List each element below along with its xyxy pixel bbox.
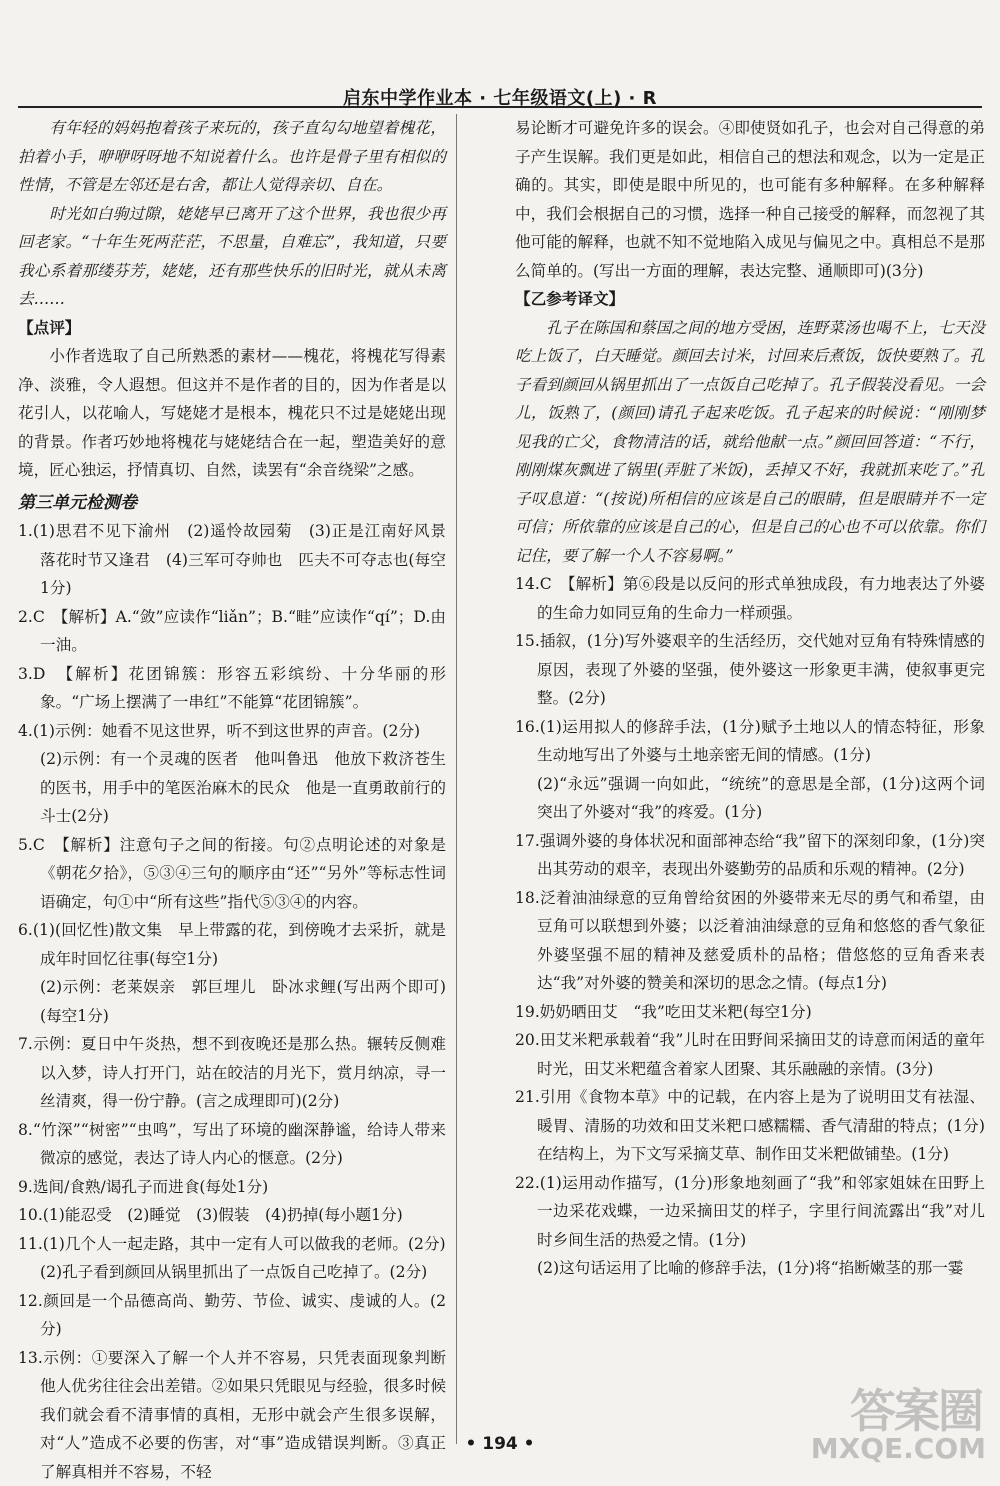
section-title: 第三单元检测卷 <box>18 489 446 518</box>
translation-label: 【乙参考译文】 <box>515 285 985 314</box>
answer-item: (2)这句话运用了比喻的修辞手法，(1分)将“掐断嫩茎的那一霎 <box>515 1254 985 1283</box>
watermark-logo: 答案圈 MXQE.COM <box>782 1375 992 1465</box>
answer-item: (2)“永远”强调一向如此，“统统”的意思是全部，(1分)这两个词突出了外婆对“我”的疼爱。(1分) <box>515 770 985 827</box>
answer-continuation: 易论断才可避免许多的误会。④即使贤如孔子，也会对自己得意的弟子产生误解。我们更是如此，相信自己的想法和观念，以为一定是正确的。其实，即使是眼中所见的，也可能有多种解释。在多种解释中，我们会根据自己的习惯，选择一种自己接受的解释，而忽视了其他可能的解释，也就不知不觉地陷入成见与偏见之中。真相总不是那么简单的。(写出一方面的理解，表达完整、通顺即可)(3分) <box>515 114 985 285</box>
answer-item: 20.田艾米粑承载着“我”儿时在田野间采摘田艾的诗意而闲适的童年时光，田艾米粑蕴含着家人团聚、其乐融融的亲情。(3分) <box>515 1026 985 1083</box>
essay-paragraph: 时光如白驹过隙，姥姥早已离开了这个世界，我也很少再回老家。“十年生死两茫茫，不思量，自难忘”，我知道，只要我心系着那缕芬芳，姥姥，还有那些快乐的旧时光，就从未离去…… <box>18 200 446 314</box>
answer-item: 1.(1)思君不见下渝州 (2)遥怜故园菊 (3)正是江南好风景 落花时节又逢君 (4)三军可夺帅也 匹夫不可夺志也(每空1分) <box>18 517 446 603</box>
answer-item: 10.(1)能忍受 (2)睡觉 (3)假装 (4)扔掉(每小题1分) <box>18 1201 446 1230</box>
essay-paragraph: 有年轻的妈妈抱着孩子来玩的，孩子直勾勾地望着槐花，拍着小手，咿咿呀呀地不知说着什么。也许是骨子里有相似的性情，不管是左邻还是右舍，都让人觉得亲切、自在。 <box>18 114 446 200</box>
answer-item: 12.颜回是一个品德高尚、勤劳、节俭、诚实、虔诚的人。(2分) <box>18 1287 446 1344</box>
answer-item: 19.奶奶晒田艾 “我”吃田艾米粑(每空1分) <box>515 998 985 1027</box>
answer-item: 6.(1)(回忆性)散文集 早上带露的花，到傍晚才去采折，就是成年时回忆往事(每空1分) <box>18 916 446 973</box>
page-header-title: 启东中学作业本 · 七年级语文(上) · R <box>0 84 1000 110</box>
answer-item: 3.D 【解析】花团锦簇：形容五彩缤纷、十分华丽的形象。“广场上摆满了一串红”不能算“花团锦簇”。 <box>18 660 446 717</box>
answer-item: 18.泛着油油绿意的豆角曾给贫困的外婆带来无尽的勇气和希望，由豆角可以联想到外婆；以泛着油油绿意的豆角和悠悠的香气象征外婆坚强不屈的精神及慈爱质朴的品格；借悠悠的豆角香来表达“我”对外婆的赞美和深切的思念之情。(每点1分) <box>515 884 985 998</box>
right-column <box>515 114 985 1283</box>
page-number: • 194 • <box>0 1434 1000 1454</box>
answer-item: (2)示例：有一个灵魂的医者 他叫鲁迅 他放下救济苍生的医书，用手中的笔医治麻木的民众 他是一直勇敢前行的斗士(2分) <box>18 745 446 831</box>
answer-item: 8.“竹深”“树密”“虫鸣”，写出了环境的幽深静谧，给诗人带来微凉的感觉，表达了诗人内心的惬意。(2分) <box>18 1116 446 1173</box>
answer-item: (2)孔子看到颜回从锅里抓出了一点饭自己吃掉了。(2分) <box>18 1258 446 1287</box>
answer-item: 2.C 【解析】A.“敛”应读作“liǎn”；B.“畦”应读作“qí”；D.由一油。 <box>18 603 446 660</box>
translation-text: 孔子在陈国和蔡国之间的地方受困，连野菜汤也喝不上，七天没吃上饭了，白天睡觉。颜回去讨米，讨回来后煮饭，饭快要熟了。孔子看到颜回从锅里抓出了一点饭自己吃掉了。孔子假装没看见。一会儿，饭熟了，(颜回)请孔子起来吃饭。孔子起来的时候说：“刚刚梦见我的亡父，食物清洁的话，就给他献一点。”颜回回答道：“不行，刚刚煤灰飘进了锅里(弄脏了米饭)，丢掉又不好，我就抓来吃了。”孔子叹息道：“(按说)所相信的应该是自己的眼睛，但是眼睛并不一定可信；所依靠的应该是自己的心，但是自己的心也不可以依靠。你们记住，要了解一个人不容易啊。” <box>515 314 985 571</box>
comment-text: 小作者选取了自己所熟悉的素材——槐花，将槐花写得素净、淡雅，令人遐想。但这并不是作者的目的，因为作者是以花引人，以花喻人，写姥姥才是根本，槐花只不过是姥姥出现的背景。作者巧妙地将槐花与姥姥结合在一起，塑造美好的意境，匠心独运，抒情真切、自然，读罢有“余音绕梁”之感。 <box>18 342 446 485</box>
answer-item: 9.选间/食熟/谒孔子而进食(每处1分) <box>18 1173 446 1202</box>
header-rule <box>18 106 982 108</box>
answer-item: 14.C 【解析】第⑥段是以反问的形式单独成段，有力地表达了外婆的生命力如同豆角的生命力一样顽强。 <box>515 570 985 627</box>
answer-item: 13.示例：①要深入了解一个人并不容易，只凭表面现象判断他人优劣往往会出差错。②如果只凭眼见与经验，很多时候我们就会看不清事情的真相，无形中就会产生很多误解，对“人”造成不必要的伤害，对“事”造成错误判断。③真正了解真相并不容易，不轻 <box>18 1344 446 1486</box>
comment-label: 【点评】 <box>18 314 446 343</box>
answer-item: (2)示例：老莱娱亲 郭巨埋儿 卧冰求鲤(写出两个即可)(每空1分) <box>18 973 446 1030</box>
answer-item: 17.强调外婆的身体状况和面部神态给“我”留下的深刻印象，(1分)突出其劳动的艰辛，表现出外婆勤劳的品质和乐观的精神。(2分) <box>515 827 985 884</box>
answer-item: 22.(1)运用动作描写，(1分)形象地刻画了“我”和邻家姐妹在田野上一边采花戏蝶，一边采摘田艾的样子，字里行间流露出“我”对儿时乡间生活的热爱之情。(1分) <box>515 1169 985 1255</box>
column-divider <box>456 114 457 1444</box>
answer-item: 5.C 【解析】注意句子之间的衔接。句②点明论述的对象是《朝花夕拾》，⑤③④三句的顺序由“还”“另外”等标志性词语确定，句①中“所有这些”指代⑤③④的内容。 <box>18 831 446 917</box>
answer-item: 7.示例：夏日中午炎热，想不到夜晚还是那么热。辗转反侧难以入梦，诗人打开门，站在皎洁的月光下，赏月纳凉，寻一丝清爽，得一份宁静。(言之成理即可)(2分) <box>18 1030 446 1116</box>
answer-item: 4.(1)示例：她看不见这世界，听不到这世界的声音。(2分) <box>18 717 446 746</box>
answer-item: 15.插叙，(1分)写外婆艰辛的生活经历，交代她对豆角有特殊情感的原因，表现了外婆的坚强，使外婆这一形象更丰满，使叙事更完整。(2分) <box>515 627 985 713</box>
answer-list <box>515 570 985 1283</box>
left-column <box>18 114 446 1486</box>
answer-item: 21.引用《食物本草》中的记载，在内容上是为了说明田艾有祛湿、暖胃、清肠的功效和田艾米粑口感糯糯、香气清甜的特点；(1分)在结构上，为下文写采摘艾草、制作田艾米粑做铺垫。(1分) <box>515 1083 985 1169</box>
answer-item: 11.(1)几个人一起走路，其中一定有人可以做我的老师。(2分) <box>18 1230 446 1259</box>
answer-item: 16.(1)运用拟人的修辞手法，(1分)赋予土地以人的情态特征，形象生动地写出了外婆与土地亲密无间的情感。(1分) <box>515 713 985 770</box>
answer-list <box>18 517 446 1486</box>
